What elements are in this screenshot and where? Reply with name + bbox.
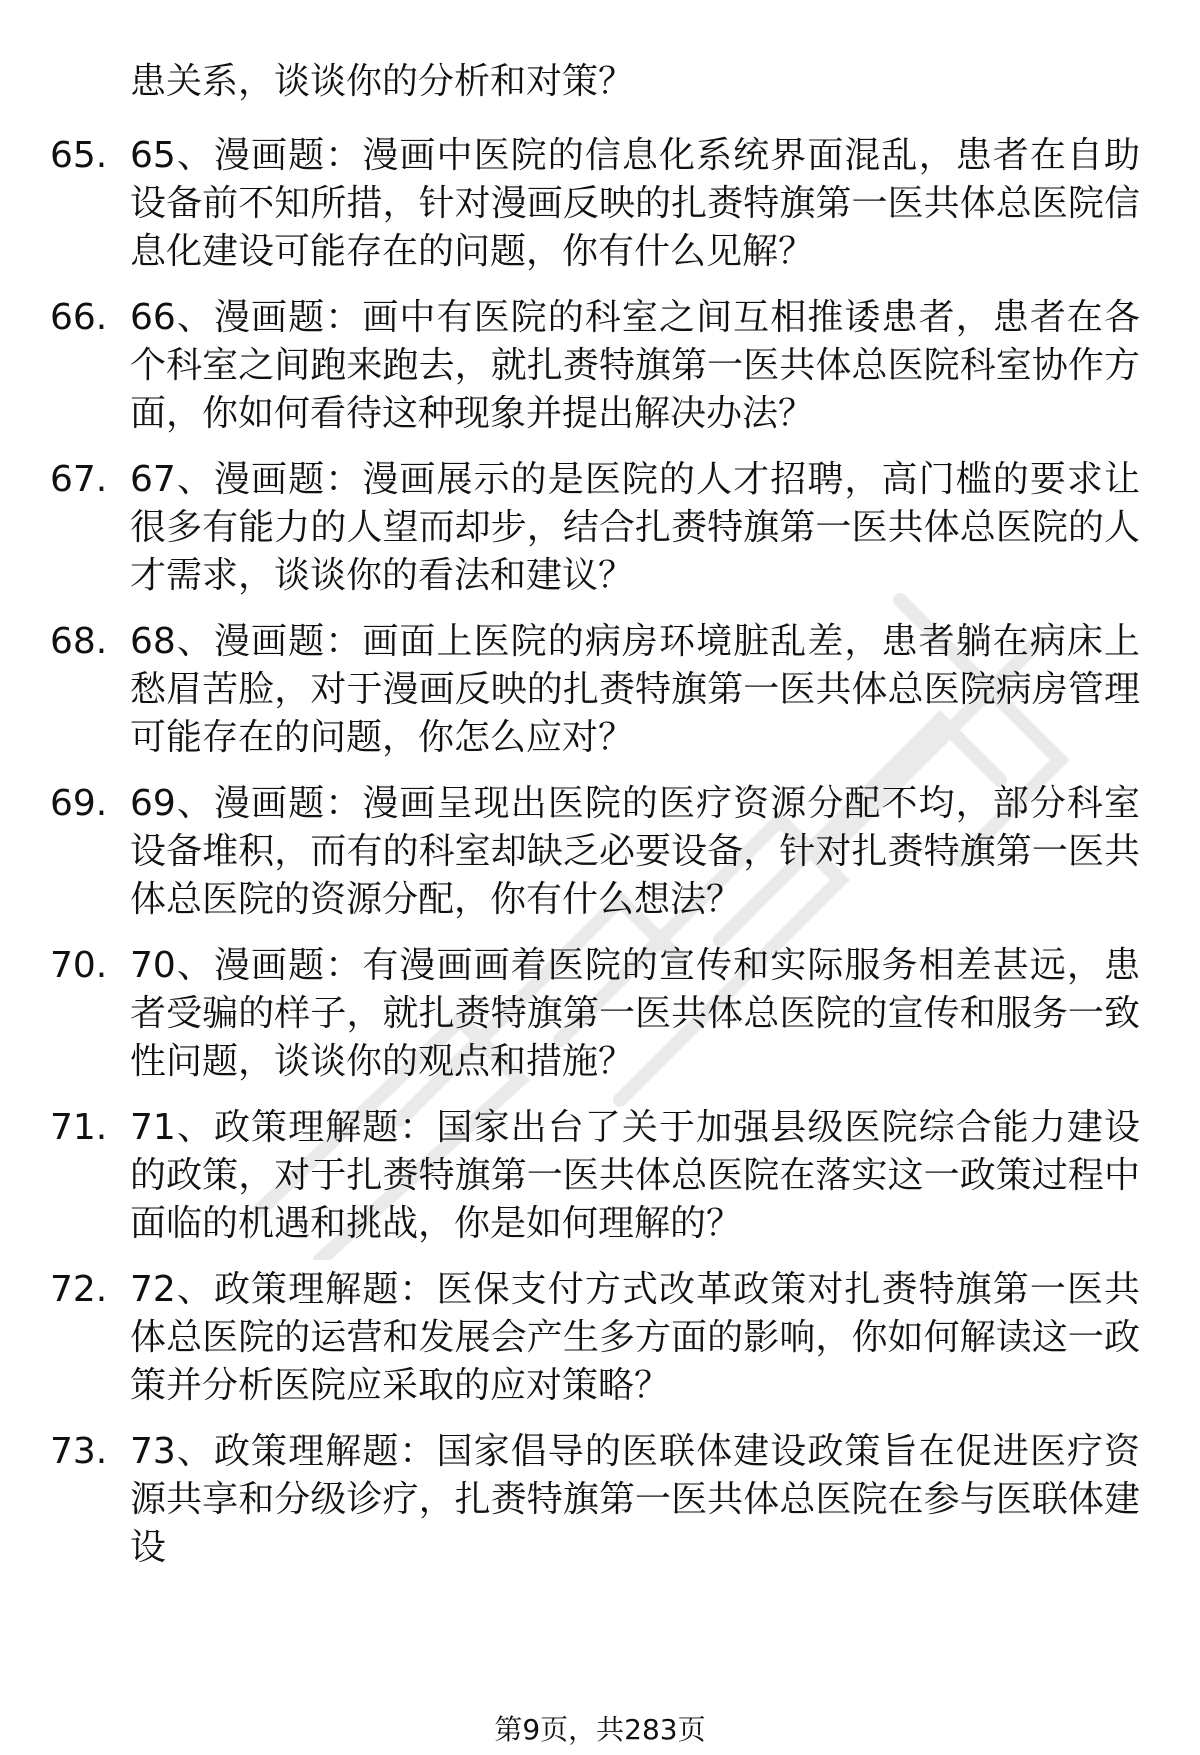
item-number: 72. bbox=[50, 1269, 108, 1310]
item-number: 68. bbox=[50, 621, 108, 662]
item-text: 65、漫画题：漫画中医院的信息化系统界面混乱，患者在自助设备前不知所措，针对漫画反映的扎赉特旗第一医共体总医院信息化建设可能存在的问题，你有什么见解？ bbox=[130, 135, 1140, 272]
item-number: 67. bbox=[50, 459, 108, 500]
item-text: 73、政策理解题：国家倡导的医联体建设政策旨在促进医疗资源共享和分级诊疗，扎赉特旗第一医共体总医院在参与医联体建设 bbox=[130, 1431, 1140, 1568]
list-item bbox=[50, 942, 1150, 1086]
item-number: 73. bbox=[50, 1431, 108, 1472]
continuation-text: 患关系，谈谈你的分析和对策？ bbox=[130, 61, 635, 102]
item-text: 70、漫画题：有漫画画着医院的宣传和实际服务相差甚远，患者受骗的样子，就扎赉特旗第一医共体总医院的宣传和服务一致性问题，谈谈你的观点和措施？ bbox=[130, 945, 1140, 1082]
list-item bbox=[50, 456, 1150, 600]
item-text: 67、漫画题：漫画展示的是医院的人才招聘，高门槛的要求让很多有能力的人望而却步，结合扎赉特旗第一医共体总医院的人才需求，谈谈你的看法和建议？ bbox=[130, 459, 1140, 596]
page-footer: 第9页，共283页 bbox=[494, 1713, 706, 1746]
list-item bbox=[50, 1266, 1150, 1410]
list-item bbox=[50, 1104, 1150, 1248]
item-text: 71、政策理解题：国家出台了关于加强县级医院综合能力建设的政策，对于扎赉特旗第一医共体总医院在落实这一政策过程中面临的机遇和挑战，你是如何理解的？ bbox=[130, 1107, 1140, 1244]
list-item bbox=[50, 780, 1150, 924]
item-number: 70. bbox=[50, 945, 108, 986]
item-text: 68、漫画题：画面上医院的病房环境脏乱差，患者躺在病床上愁眉苦脸，对于漫画反映的扎赉特旗第一医共体总医院病房管理可能存在的问题，你怎么应对？ bbox=[130, 621, 1140, 758]
item-number: 71. bbox=[50, 1107, 108, 1148]
item-number: 66. bbox=[50, 297, 108, 338]
list-item bbox=[50, 132, 1150, 276]
item-number: 69. bbox=[50, 783, 108, 824]
list-item bbox=[50, 1428, 1150, 1572]
item-text: 69、漫画题：漫画呈现出医院的医疗资源分配不均，部分科室设备堆积，而有的科室却缺乏必要设备，针对扎赉特旗第一医共体总医院的资源分配，你有什么想法？ bbox=[130, 783, 1140, 920]
item-text: 72、政策理解题：医保支付方式改革政策对扎赉特旗第一医共体总医院的运营和发展会产生多方面的影响，你如何解读这一政策并分析医院应采取的应对策略？ bbox=[130, 1269, 1140, 1406]
list-item bbox=[50, 294, 1150, 438]
list-item bbox=[50, 618, 1150, 762]
item-number: 65. bbox=[50, 135, 108, 176]
item-text: 66、漫画题：画中有医院的科室之间互相推诿患者，患者在各个科室之间跑来跑去，就扎赉特旗第一医共体总医院科室协作方面，你如何看待这种现象并提出解决办法？ bbox=[130, 297, 1140, 434]
